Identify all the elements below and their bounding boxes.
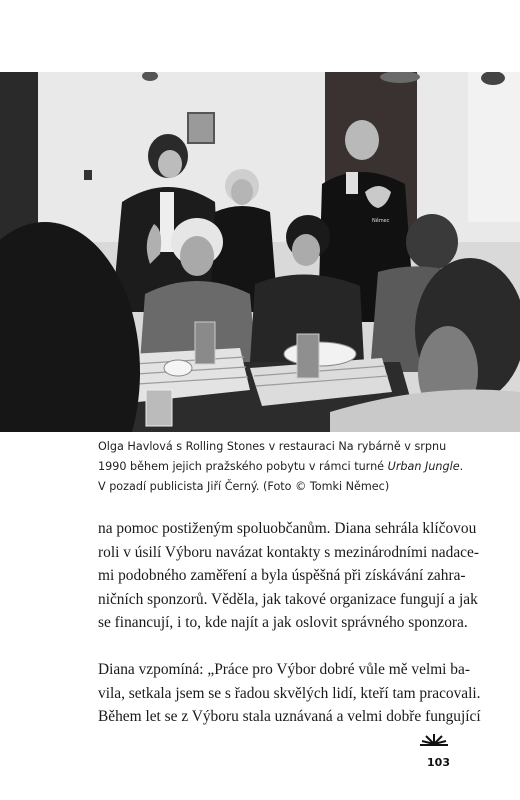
tour-name: Urban Jungle [387, 460, 460, 473]
text-line: Diana vzpomíná: „Práce pro Výbor dobré vůle mě velmi ba- [98, 660, 470, 678]
caption-line [98, 457, 498, 477]
text-line: vila, setkala jsem se s řadou skvělých lidí, kteří tam pracovali. [98, 684, 481, 702]
caption-line: V pozadí publicista Jiří Černý. (Foto © Tomki Němec) [98, 480, 390, 493]
text-line: mi podobného zaměření a byla úspěšná při získávání zahra- [98, 567, 466, 585]
publisher-ornament-icon [420, 732, 448, 755]
caption-text: . [459, 460, 464, 473]
page-number: 103 [427, 756, 450, 769]
caption-line: Olga Havlová s Rolling Stones v restauraci Na rybárně v srpnu [98, 440, 447, 453]
body-text [98, 517, 481, 729]
restaurant-photo [0, 72, 520, 432]
caption-text: 1990 během jejich pražského pobytu v rámci turné [98, 460, 388, 473]
text-line: ničních sponzorů. Věděla, jak takové organizace fungují a jak [98, 590, 478, 608]
paragraph-gap [98, 635, 450, 658]
text-line: roli v úsilí Výboru navázat kontakty s mezinárodními nadace- [98, 543, 479, 561]
svg-text:Němec: Němec [372, 218, 390, 224]
text-line: Během let se z Výboru stala uznávaná a velmi dobře fungující [98, 708, 481, 726]
text-line: se financují, i to, kde najít a jak oslovit správného sponzora. [98, 614, 468, 632]
photograph [0, 72, 520, 432]
text-line: na pomoc postiženým spoluobčanům. Diana sehrála klíčovou [98, 520, 477, 537]
photo-caption [98, 437, 498, 497]
